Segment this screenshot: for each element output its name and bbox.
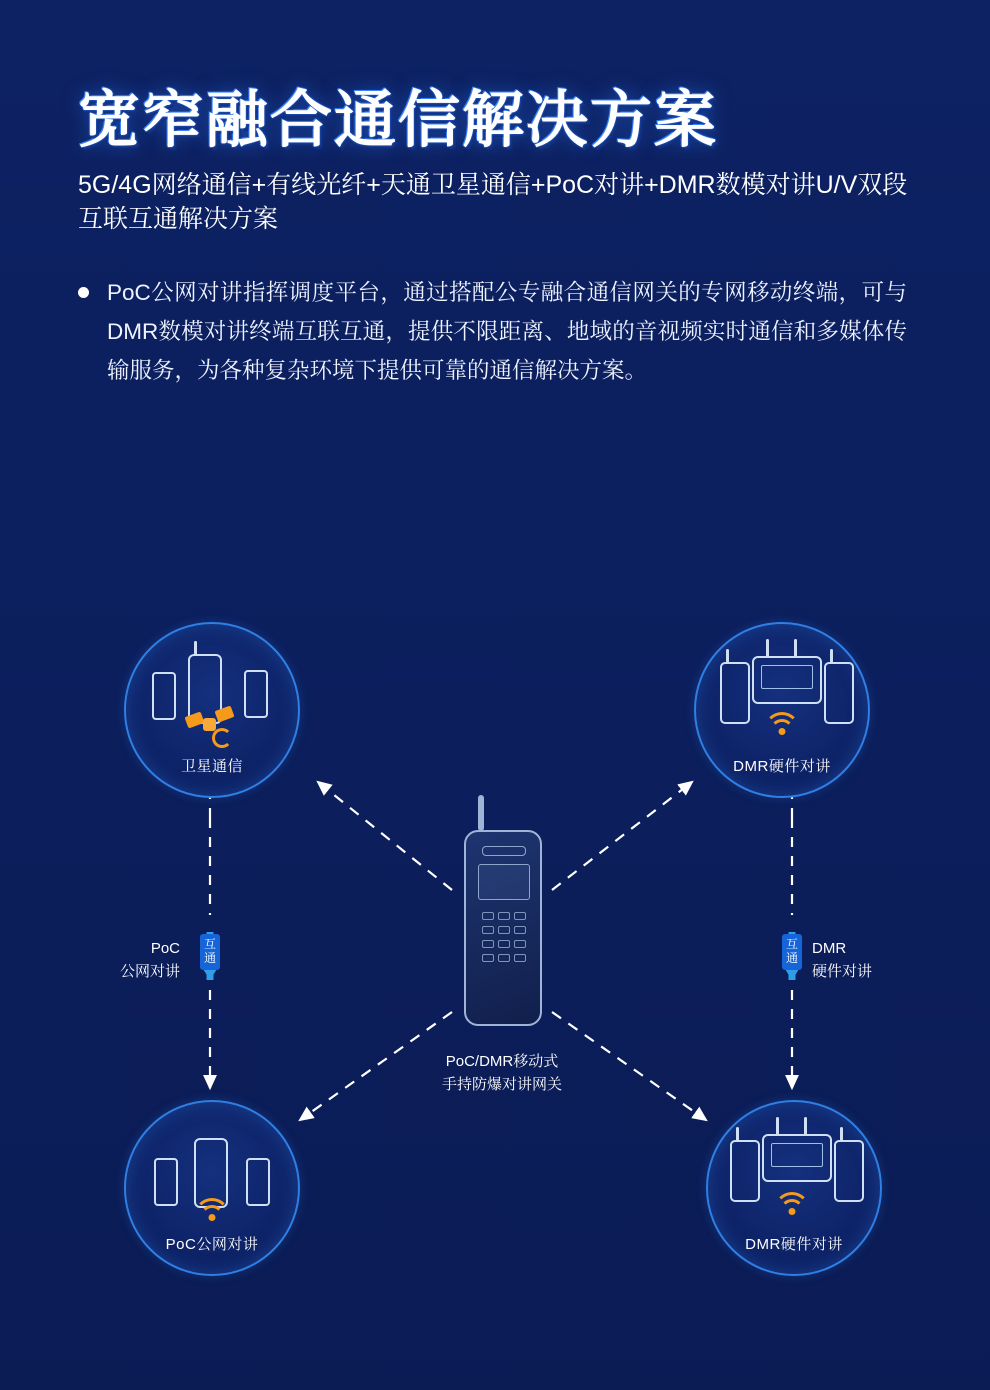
node-label: DMR硬件对讲: [733, 758, 831, 775]
interop-badge-left-line1: 互: [203, 937, 216, 951]
gateway-caption: [390, 1050, 614, 1097]
right-link-label: [812, 938, 932, 983]
node-dmr-hardware-bottom[interactable]: [706, 1100, 882, 1276]
handset-icon: [246, 1158, 270, 1206]
handset-icon: [244, 670, 268, 718]
handset-icon: [824, 662, 854, 724]
wifi-icon: [192, 1198, 232, 1226]
interop-badge-right-line1: 互: [785, 937, 798, 951]
node-satellite[interactable]: [124, 622, 300, 798]
handset-icon: [154, 1158, 178, 1206]
node-label: DMR硬件对讲: [745, 1236, 843, 1253]
mobile-radio-icon: [762, 1134, 832, 1182]
handset-icon: [720, 662, 750, 724]
handset-icon: [730, 1140, 760, 1202]
bullet-dot-icon: [78, 287, 89, 298]
wifi-icon: [762, 712, 802, 740]
header: [78, 88, 928, 391]
handset-icon: [834, 1140, 864, 1202]
interop-badge-left: [200, 934, 220, 970]
left-link-label-line1: PoC: [150, 940, 180, 957]
bullet-text: PoC公网对讲指挥调度平台，通过搭配公专融合通信网关的专网移动终端，可与DMR数模对讲终端互联互通，提供不限距离、地域的音视频实时通信和多媒体传输服务，为各种复杂环境下提供可靠的通信解决方案。: [107, 279, 907, 384]
node-poc-public[interactable]: [124, 1100, 300, 1276]
gateway-caption-line1: PoC/DMR移动式: [445, 1053, 559, 1070]
satellite-icon: [186, 706, 234, 746]
handset-icon: [152, 672, 176, 720]
interop-badge-right-line2: 通: [785, 950, 798, 965]
node-label: PoC公网对讲: [165, 1236, 259, 1253]
bullet-item: [78, 273, 928, 391]
node-label: 卫星通信: [180, 758, 243, 775]
right-link-label-line2: 硬件对讲: [812, 962, 873, 980]
node-dmr-hardware-top[interactable]: [694, 622, 870, 798]
gateway-caption-line2: 手持防爆对讲网关: [441, 1076, 562, 1094]
mobile-radio-icon: [752, 656, 822, 704]
interop-badge-left-line2: 通: [203, 950, 216, 965]
left-link-label: [70, 938, 180, 983]
page-subtitle: 5G/4G网络通信+有线光纤+天通卫星通信+PoC对讲+DMR数模对讲U/V双段互联互通解决方案: [78, 171, 908, 233]
interop-badge-right: [782, 934, 802, 970]
right-link-label-line1: DMR: [812, 940, 847, 957]
network-diagram: [0, 560, 990, 1360]
gateway-device-icon[interactable]: [464, 830, 542, 1026]
wifi-icon: [772, 1192, 812, 1220]
page-title: 宽窄融合通信解决方案: [78, 86, 719, 155]
left-link-label-line2: 公网对讲: [119, 962, 180, 980]
